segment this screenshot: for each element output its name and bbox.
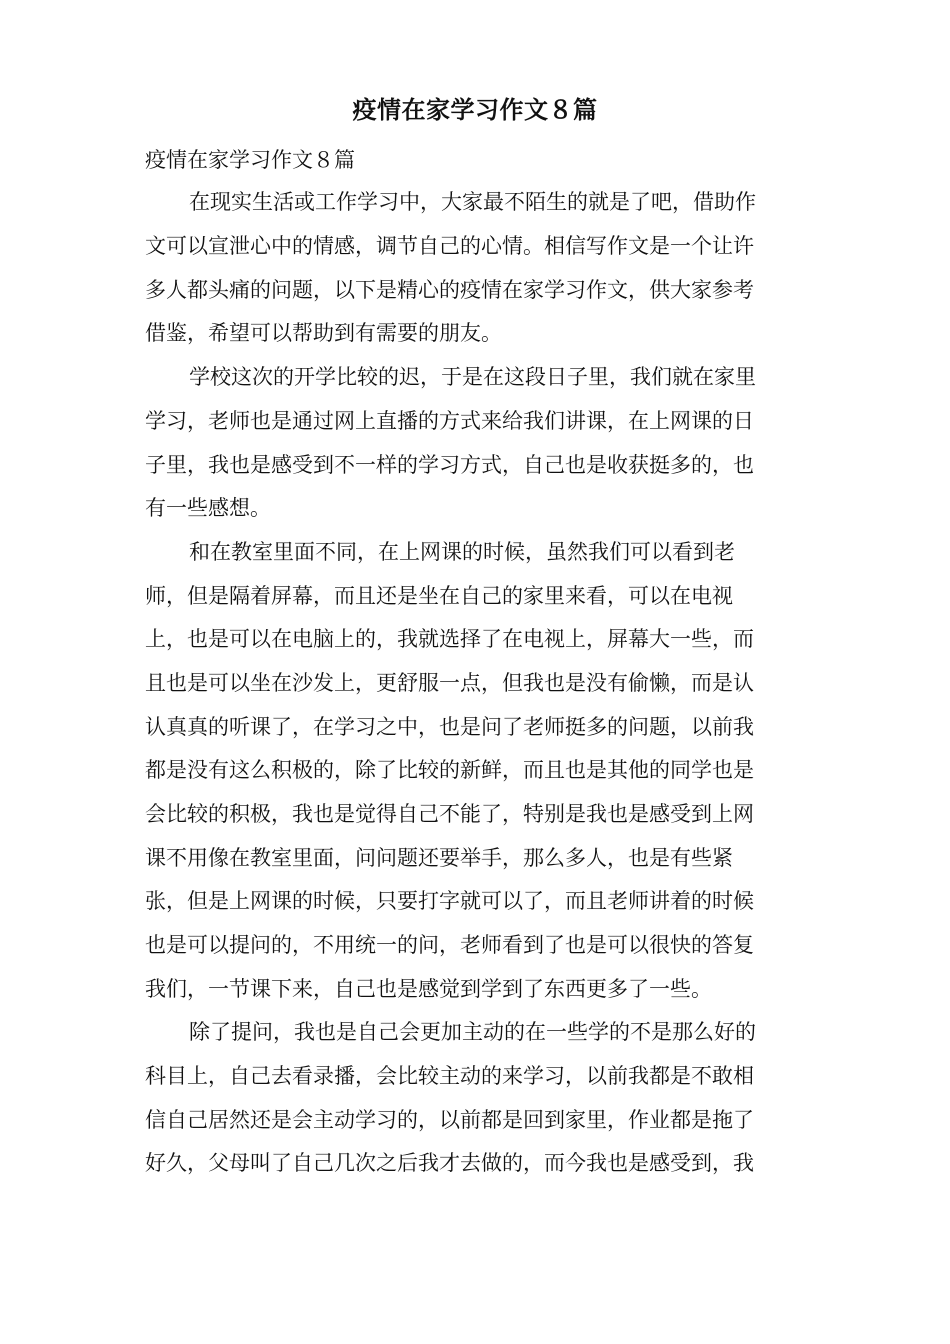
text-line: 子里，我也是感受到不一样的学习方式，自己也是收获挺多的，也 (145, 453, 754, 477)
text-line: 科目上，自己去看录播，会比较主动的来学习，以前我都是不敢相 (145, 1064, 754, 1088)
text-line: 认真真的听课了，在学习之中，也是问了老师挺多的问题，以前我 (145, 715, 754, 739)
text-line: 上，也是可以在电脑上的，我就选择了在电视上，屏幕大一些，而 (145, 627, 754, 651)
document-title: 疫情在家学习作文８篇 (352, 95, 598, 124)
text-line: 且也是可以坐在沙发上，更舒服一点，但我也是没有偷懒，而是认 (145, 671, 754, 695)
text-line: 在现实生活或工作学习中，大家最不陌生的就是了吧，借助作 (189, 190, 756, 214)
text-line: 除了提问，我也是自己会更加主动的在一些学的不是那么好的 (189, 1020, 756, 1044)
text-line: 多人都头痛的问题，以下是精心的疫情在家学习作文，供大家参考 (145, 278, 754, 302)
text-line: 都是没有这么积极的，除了比较的新鲜，而且也是其他的同学也是 (145, 758, 754, 782)
text-line: 和在教室里面不同，在上网课的时候，虽然我们可以看到老 (189, 540, 735, 564)
text-line: 会比较的积极，我也是觉得自己不能了，特别是我也是感受到上网 (145, 802, 754, 826)
text-line: 课不用像在教室里面，问问题还要举手，那么多人，也是有些紧 (145, 846, 733, 870)
text-line: 信自己居然还是会主动学习的，以前都是回到家里，作业都是拖了 (145, 1108, 754, 1132)
text-line: 学习，老师也是通过网上直播的方式来给我们讲课，在上网课的日 (145, 409, 754, 433)
text-line: 张，但是上网课的时候，只要打字就可以了，而且老师讲着的时候 (145, 889, 754, 913)
document-subtitle: 疫情在家学习作文８篇 (145, 148, 355, 172)
text-line: 有一些感想。 (145, 496, 271, 520)
text-line: 借鉴，希望可以帮助到有需要的朋友。 (145, 321, 502, 345)
text-line: 文可以宣泄心中的情感，调节自己的心情。相信写作文是一个让许 (145, 234, 754, 258)
text-line: 也是可以提问的，不用统一的问，老师看到了也是可以很快的答复 (145, 933, 754, 957)
text-line: 我们，一节课下来，自己也是感觉到学到了东西更多了一些。 (145, 977, 712, 1001)
text-line: 好久，父母叫了自己几次之后我才去做的，而今我也是感受到，我 (145, 1151, 754, 1175)
text-line: 师，但是隔着屏幕，而且还是坐在自己的家里来看，可以在电视 (145, 584, 733, 608)
text-line: 学校这次的开学比较的迟，于是在这段日子里，我们就在家里 (189, 365, 756, 389)
